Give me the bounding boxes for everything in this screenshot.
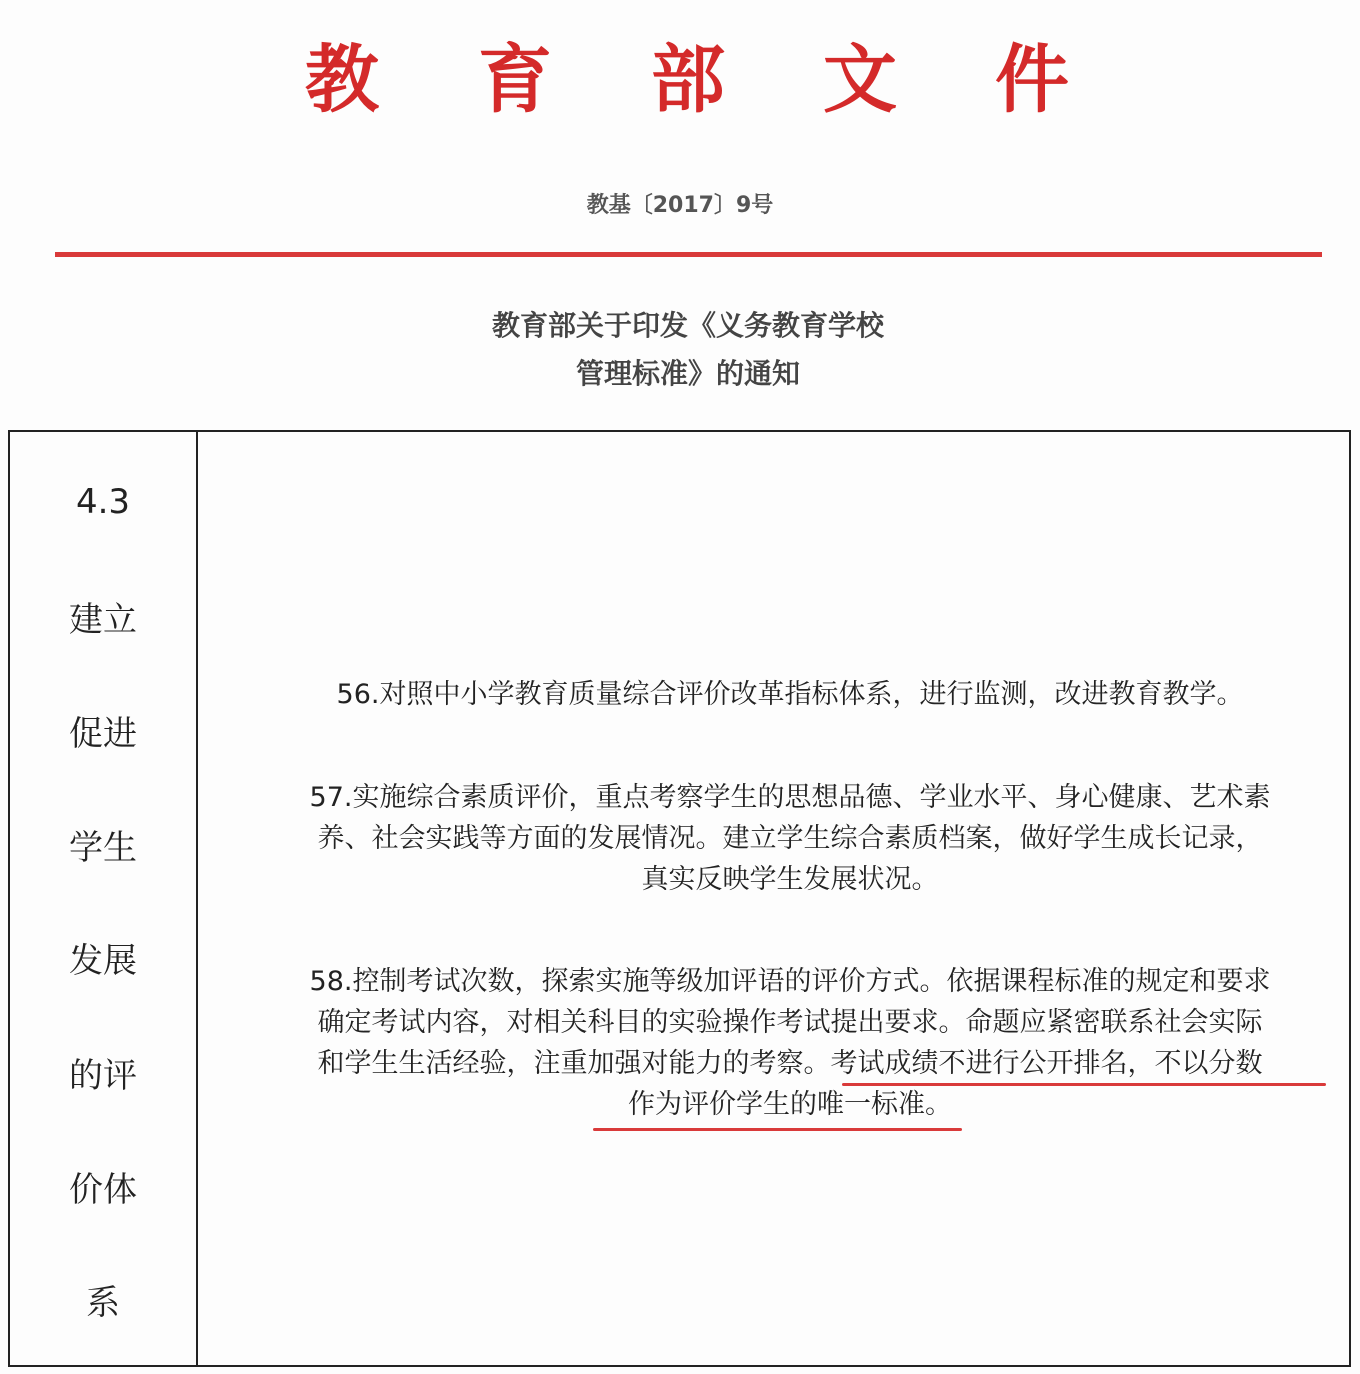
section-number: 4.3 xyxy=(75,482,131,522)
text-line: 确定考试内容，对相关科目的实验操作考试提出要求。命题应紧密联系社会实际 xyxy=(317,1007,1263,1038)
text-line: 养、社会实践等方面的发展情况。建立学生综合素质档案，做好学生成长记录， xyxy=(317,823,1263,854)
text-line: 作为评价学生的唯一标准。 xyxy=(628,1089,952,1120)
text-line: 真实反映学生发展状况。 xyxy=(641,864,939,895)
red-underline xyxy=(842,1083,1326,1086)
title-char: 部 xyxy=(651,37,725,123)
section-label-part: 的评 xyxy=(69,1056,137,1096)
notice-subtitle xyxy=(0,302,1360,398)
title-char: 教 xyxy=(305,37,379,123)
section-label-part: 发展 xyxy=(69,941,137,981)
item-57 xyxy=(236,777,1344,900)
title-char: 育 xyxy=(478,37,552,123)
document-title xyxy=(0,30,1360,130)
section-label-part: 建立 xyxy=(69,600,137,640)
item-56 xyxy=(236,674,1344,715)
section-label-part: 学生 xyxy=(69,828,137,868)
red-divider xyxy=(55,252,1322,257)
text-line: 56.对照中小学教育质量综合评价改革指标体系，进行监测，改进教育教学。 xyxy=(336,679,1244,710)
document-number: 教基〔2017〕9号 xyxy=(586,193,774,218)
text-line: 和学生生活经验，注重加强对能力的考察。考试成绩不进行公开排名，不以分数 xyxy=(317,1048,1263,1079)
text-line: 57.实施综合素质评价，重点考察学生的思想品德、学业水平、身心健康、艺术素 xyxy=(309,782,1271,813)
subtitle-line: 教育部关于印发《义务教育学校 xyxy=(491,309,884,342)
text-line: 58.控制考试次数，探索实施等级加评语的评价方式。依据课程标准的规定和要求 xyxy=(309,966,1271,997)
section-label-part: 促进 xyxy=(69,714,137,754)
section-label-part: 系 xyxy=(86,1283,120,1323)
subtitle-line: 管理标准》的通知 xyxy=(575,357,800,390)
section-label-part: 价体 xyxy=(69,1170,137,1210)
column-divider xyxy=(196,432,198,1365)
item-58 xyxy=(236,961,1344,1125)
title-char: 件 xyxy=(995,37,1069,123)
title-char: 文 xyxy=(823,37,897,123)
red-underline xyxy=(593,1128,962,1131)
